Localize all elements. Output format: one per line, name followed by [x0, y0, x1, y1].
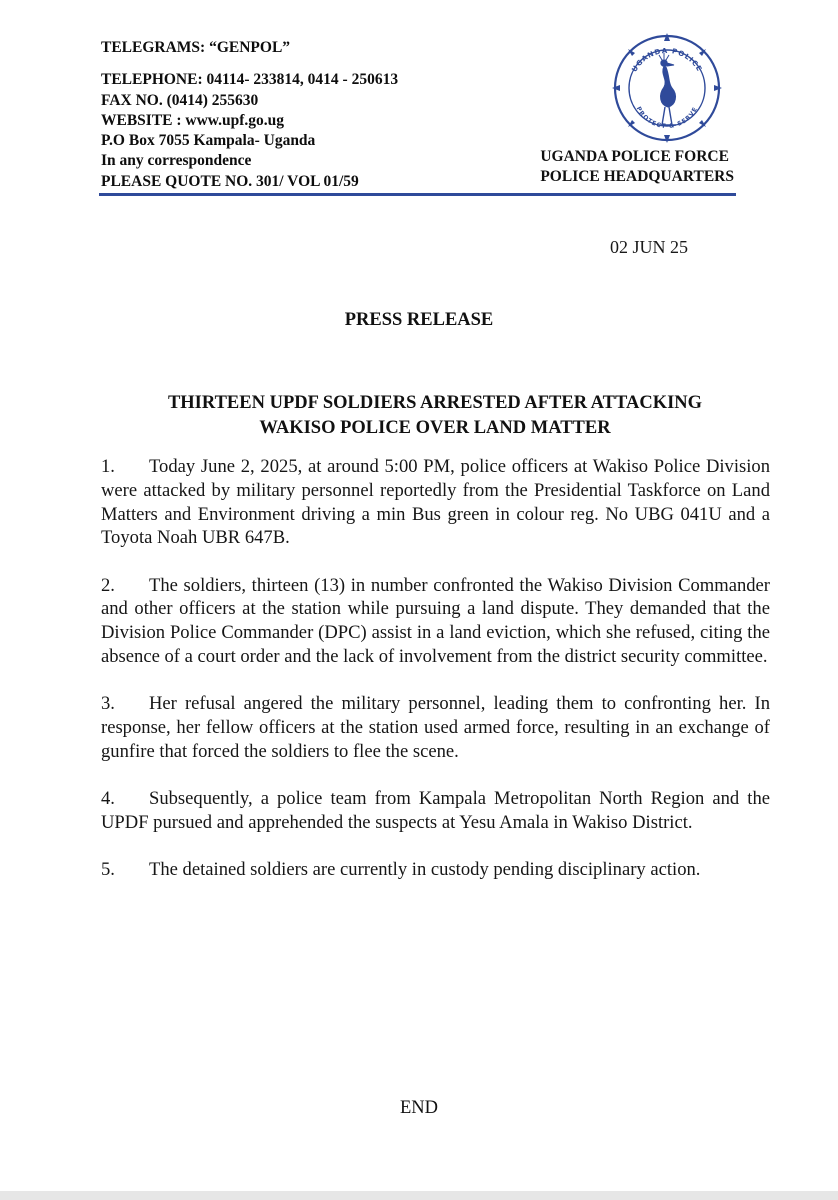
- fax-line: FAX NO. (0414) 255630: [101, 91, 259, 109]
- page-bottom-edge: [0, 1191, 838, 1200]
- crested-crane-emblem-icon: [612, 33, 722, 143]
- paragraph: [101, 692, 770, 763]
- correspondence-line: In any correspondence: [101, 152, 252, 170]
- letterhead-divider: [99, 193, 736, 196]
- paragraph: [101, 787, 770, 835]
- svg-text:PROTECT & SERVE: PROTECT & SERVE: [634, 105, 700, 131]
- paragraph-number: 3.: [101, 693, 115, 715]
- paragraph: [101, 574, 770, 669]
- paragraph: [101, 858, 770, 882]
- org-unit: POLICE HEADQUARTERS: [540, 168, 734, 186]
- letterhead: [0, 0, 838, 200]
- paragraph-text: The soldiers, thirteen (13) in number confronted the Wakiso Division Commander and other officers at the station while pursuing a land dispute. They demanded that the Division Police Commander (DPC) assist in a land eviction, which she refused, citing the absence of a court order and the lack of involvement from the district security committee.: [101, 574, 770, 668]
- paragraph-number: 2.: [101, 574, 115, 596]
- contact-block: [101, 38, 398, 192]
- quote-line: PLEASE QUOTE NO. 301/ VOL 01/59: [101, 172, 359, 190]
- paragraph-number: 4.: [101, 788, 115, 810]
- paragraph-text: The detained soldiers are currently in custody pending disciplinary action.: [149, 859, 701, 881]
- headline: [80, 391, 790, 441]
- paragraph-text: Her refusal angered the military personnel, leading them to confronting her. In response, her fellow officers at the station used armed force, resulting in an exchange of gunfire that forced the soldiers to flee the scene.: [101, 693, 770, 762]
- document-title: PRESS RELEASE: [344, 310, 494, 330]
- headline-line-1: THIRTEEN UPDF SOLDIERS ARRESTED AFTER ATTACKING: [167, 393, 703, 413]
- paragraph-text: Today June 2, 2025, at around 5:00 PM, police officers at Wakiso Police Division were attacked by military personnel reportedly from the Presidential Taskforce on Land Matters and Environment driving a min Bus green in colour reg. No UBG 041U and a Toyota Noah UBR 647B.: [101, 456, 770, 549]
- headline-line-2: WAKISO POLICE OVER LAND MATTER: [259, 418, 611, 438]
- website-line: WEBSITE : www.upf.go.ug: [101, 111, 285, 129]
- end-marker: END: [399, 1098, 439, 1118]
- telegrams-line: TELEGRAMS: “GENPOL”: [101, 39, 291, 56]
- pobox-line: P.O Box 7055 Kampala- Uganda: [101, 132, 316, 150]
- release-date: 02 JUN 25: [610, 237, 689, 257]
- body-paragraphs: [101, 455, 770, 906]
- paragraph-text: Subsequently, a police team from Kampala Metropolitan North Region and the UPDF pursued and apprehended the suspects at Yesu Amala in Wakiso District.: [101, 788, 770, 834]
- paragraph: [101, 455, 770, 550]
- paragraph-number: 1.: [101, 456, 115, 477]
- organisation-block: [540, 147, 734, 188]
- svg-text:UGANDA POLICE: UGANDA POLICE: [630, 46, 704, 74]
- telephone-line: TELEPHONE: 04114- 233814, 0414 - 250613: [101, 71, 399, 89]
- org-name: UGANDA POLICE FORCE: [540, 148, 729, 165]
- paragraph-number: 5.: [101, 859, 115, 881]
